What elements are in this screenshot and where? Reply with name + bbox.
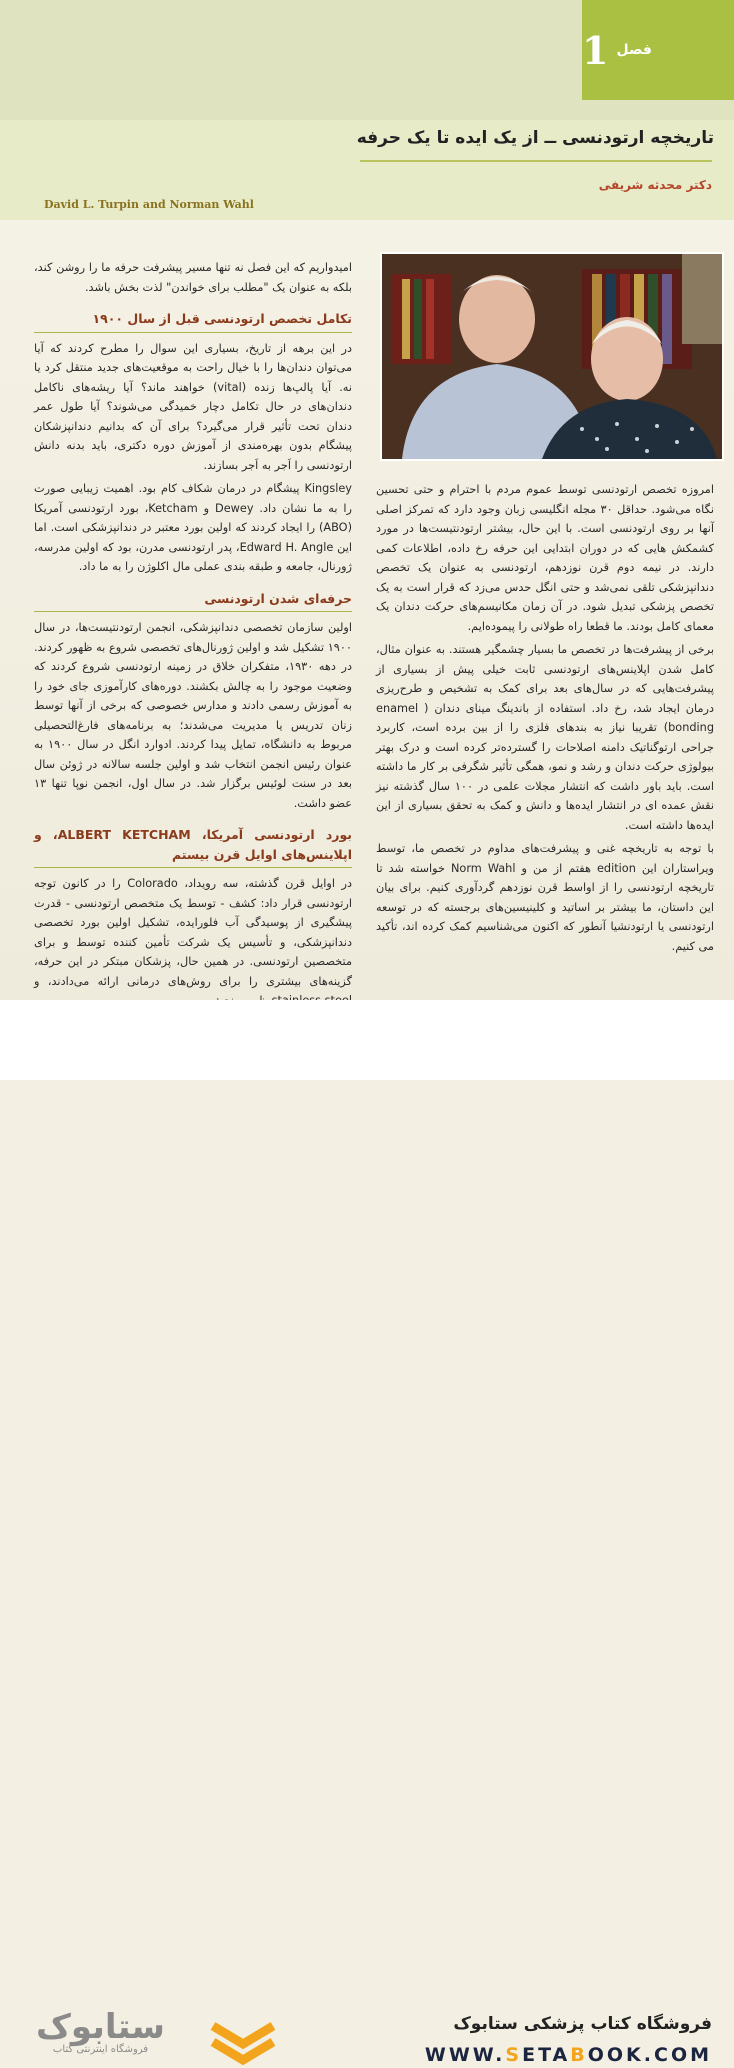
photo-illustration — [382, 254, 722, 459]
paragraph: برخی از پیشرفت‌ها در تخصص ما بسیار چشمگیر هستند. به عنوان مثال، کامل شدن اپلاینس‌های ارتودنسی ثابت خیلی پیش از بسیاری از پیشرفت‌هایی که در سال‌های بعد برای کمک به تشخیص و طرح‌ریزی درمان ایجاد شد، رخ داد. استفاده از باندینگ مینای دندان ( enamel bonding) تقریبا نیاز به بندهای فلزی را از بین برده است، کاربرد جراحی ارتوگناتیک دامنه اصلاحات را گسترده‌تر کرده است و درک بهتر بیولوژی حرکت دندان و رشد و نمو، همگی تأثیر شگرفی بر کار ما داشته است. باید باور داشت که انتشار مجلات علمی در ۱۰۰ سال گذشته نیز نقش عمده ای در انتشار ایده‌ها و دانش و کمک به تحقق بسیاری از این ایده‌ها داشته است. — [376, 643, 714, 832]
chapter-number: 1 — [582, 27, 609, 73]
paragraph: در اوایل قرن گذشته، سه رویداد، Colorado را در کانون توجه ارتودنسی قرار داد: کشف - توسط یک متخصص ارتودنسی - قدرت پیشگیری از پوسیدگی آب فلورایده، تشکیل اولین بورد تخصصی دندانپزشکی، و تأسیس یک شرکت تأمین کننده توسط و برای متخصصین ارتودنسی. در همین حال، پزشکان مبتکر در این حرفه، گزینه‌های بیشتری را برای روش‌های درمانی ارائه می‌دادند، و — [34, 877, 352, 988]
url-mid: ETA — [522, 2044, 571, 2066]
url-highlight-s: S — [505, 2044, 523, 2066]
title-underline — [360, 160, 712, 162]
chevron-down-icon — [208, 2018, 278, 2068]
chapter-title: تاریخچه ارتودنسی ــ از یک ایده تا یک حرفه — [356, 128, 714, 148]
section-heading: تکامل تخصص ارتودنسی قبل از سال ۱۹۰۰ — [34, 309, 352, 333]
paragraph: در این برهه از تاریخ، بسیاری این سوال را مطرح کردند که آیا می‌توان دندان‌ها را با خیال راحت به موقعیت‌های جدید منتقل کرد یا نه. آیا پالپ‌ها زنده (vital) خواهند ماند؟ آیا ریشه‌های ناکامل دندان‌های در حال تکامل دچار خمیدگی می‌شوند؟ آیا طول عمر دندان تحت تأثیر قرار می‌گیرد؟ برای آن که بدانیم دندانپزشکان پیشگام بدون بهره‌مندی از آموزش دوره دکتری، باید بدنه دانش ارتودنسی را اَجر به اَجر بسازند. — [34, 341, 352, 472]
section-heading: حرفه‌ای شدن ارتودنسی — [34, 589, 352, 613]
author-english: David L. Turpin and Norman Wahl — [44, 198, 254, 211]
book-page — [0, 0, 734, 1000]
setabook-logo[interactable] — [36, 2007, 165, 2055]
store-name: فروشگاه کتاب پزشکی ستابوک — [453, 2014, 712, 2034]
section-heading: بورد ارتودنسی آمریکا، ALBERT KETCHAM، و اپلاینس‌های اوایل قرن بیستم — [34, 825, 352, 868]
chapter-label: فصل — [616, 42, 652, 58]
paragraph: Kingsley پیشگام در درمان شکاف کام بود. اهمیت زیبایی صورت را به ما نشان داد. Dewey و Ketcham، بورد ارتودنسی آمریکا (ABO) را ایجاد کردند که اولین بورد معتبر در دندانپزشکی است. اما این Edward H. Angle، پدر ارتودنسی مدرن، بود که اولین مدرسه، ژورنال، جامعه و طبقه بندی عملی مال اکلوژن را به ما داد. — [34, 482, 353, 573]
url-highlight-b: B — [570, 2044, 588, 2066]
footer-banner — [0, 1000, 734, 2066]
url-pre: WWW. — [424, 2044, 506, 2066]
chapter-tab — [582, 0, 734, 100]
logo-subtitle: فروشگاه اینترنتی کتاب — [52, 2044, 149, 2055]
url-post: OOK.COM — [587, 2044, 712, 2066]
left-column — [34, 258, 352, 1015]
author-persian: دکتر محدثه شریفی — [598, 178, 712, 192]
right-column — [376, 480, 714, 960]
photo-of-two-men — [380, 252, 724, 461]
paragraph: با توجه به تاریخچه غنی و پیشرفت‌های مداوم در تخصص ما، توسط ویراستاران این edition هفتم از من و Norm Wahl خواسته شد تا تاریخچه ارتودنسی را از اواسط قرن نوزدهم گردآوری کنیم. برای بیان این داستان، ما بیشتر بر اساتید و کلینیسین‌های برجسته که در توسعه ارتودنسی یا ارتودنشیا آنطور که اکنون می‌شناسیم کمک کرده اند، تأکید می کنیم. — [376, 842, 714, 953]
paragraph: امروزه تخصص ارتودنسی توسط عموم مردم با احترام و حتی تحسین نگاه می‌شود. حداقل ۳۰ مجله انگلیسی زبان وجود دارد که تمرکز اصلی آنها بر روی ارتودنسی است. با این حال، بیشتر ارتودنتیست‌ها در مورد کشمکش هایی که در دوران ابتدایی این حرفه رخ داده، اطلاعات کمی دارند. در نیمه دوم قرن نوزدهم، ارتودنسی به عنوان یک تخصص دندانپزشکی تلقی نمی‌شد و حتی انگل حدس می‌زد که قرار است به یک تخصص پزشکی تبدیل شود. در آن زمان مکانیسم‌های حرکت دندان یک معمای کامل بودند. ما قطعا راه طولانی را پیموده‌ایم. — [376, 483, 714, 633]
store-url-link[interactable] — [425, 2044, 712, 2066]
logo-text: ستابوک — [36, 2007, 165, 2047]
paragraph: اولین سازمان تخصصی دندانپزشکی، انجمن ارتودنتیست‌ها، در سال ۱۹۰۰ تشکیل شد و اولین ژورنال‌های تخصصی شروع به ظهور کردند. در دهه ۱۹۳۰، متفکران خلاق در زمینه ارتودنسی شروع کردند که وضعیت موجود را به چالش بکشند. دوره‌های کارآموزی جای خود را به آموزش رسمی دادند و مدارس خصوصی که برخی از آنها توسط زنان تدریس یا مدیریت می‌شدند؛ به برنامه‌های فارغ‌التحصیلی مربوط به دانشگاه، تمایل پیدا کردند. ادوارد انگل در سال ۱۹۰۰ به عنوان رئیس انجمن انتخاب شد و اولین جلسه سالانه در ژوئن سال بعد در سنت لوئیس برگزار شد. در سال اول، انجمن نوپا تنها ۱۳ عضو داشت. — [34, 621, 352, 810]
intro-paragraph: امیدواریم که این فصل نه تنها مسیر پیشرفت حرفه ما را روشن کند، بلکه به عنوان یک "مطلب برای خواندن" لذت بخش باشد. — [34, 261, 352, 294]
